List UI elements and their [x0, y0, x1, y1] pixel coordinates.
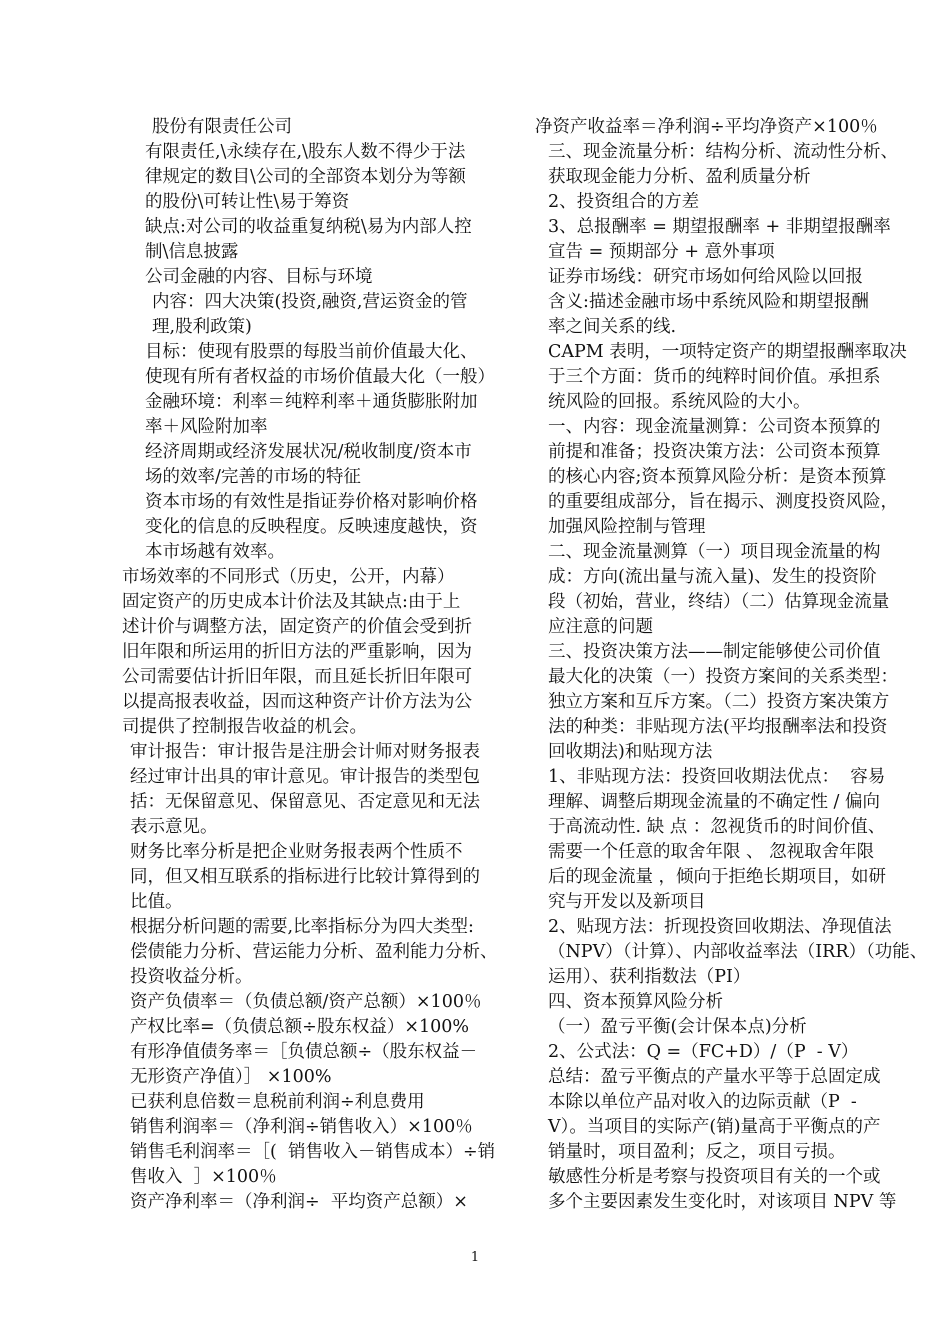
- right-line: 三、投资决策方法——制定能够使公司价值: [548, 642, 881, 662]
- right-line: 法的种类：非贴现方法(平均报酬率法和投资: [548, 717, 888, 737]
- left-line: 率＋风险附加率: [145, 417, 268, 437]
- left-line: 旧年限和所运用的折旧方法的严重影响，因为: [122, 642, 472, 662]
- left-line: 已获利息倍数＝息税前利润÷利息费用: [130, 1092, 425, 1112]
- left-line: 场的效率/完善的市场的特征: [145, 467, 361, 487]
- right-line: V）。当项目的实际产(销)量高于平衡点的产: [548, 1117, 881, 1137]
- left-line: 产权比率=（负债总额÷股东权益）×100%: [130, 1017, 470, 1037]
- left-line: 使现有所有者权益的市场价值最大化（一般）: [145, 367, 495, 387]
- right-line: 回收期法)和贴现方法: [548, 742, 713, 762]
- left-line: 偿债能力分析、营运能力分析、盈利能力分析、: [130, 942, 498, 962]
- left-line: 有限责任,\永续存在,\股东人数不得少于法: [145, 142, 466, 162]
- left-line: 公司金融的内容、目标与环境: [145, 267, 373, 287]
- right-line: 前提和准备；投资决策方法：公司资本预算: [548, 442, 881, 462]
- right-line: 证券市场线：研究市场如何给风险以回报: [548, 267, 863, 287]
- right-line: 2、投资组合的方差: [548, 192, 700, 212]
- left-line: 固定资产的历史成本计价法及其缺点:由于上: [122, 592, 461, 612]
- right-line: （NPV）（计算）、内部收益率法（IRR）（功能、: [548, 942, 928, 962]
- right-line: 二、现金流量测算（一）项目现金流量的构: [548, 542, 881, 562]
- right-line: 加强风险控制与管理: [548, 517, 706, 537]
- right-line: 宣告 = 预期部分 + 意外事项: [548, 242, 775, 262]
- right-line: 总结：盈亏平衡点的产量水平等于总固定成: [548, 1067, 881, 1087]
- page-number: 1: [470, 1250, 480, 1265]
- left-line: 根据分析问题的需要,比率指标分为四大类型:: [130, 917, 474, 937]
- right-line: 于三个方面：货币的纯粹时间价值。承担系: [548, 367, 881, 387]
- right-line: 销量时，项目盈利；反之，项目亏损。: [548, 1142, 846, 1162]
- right-line: 净资产收益率＝净利润÷平均净资产×100％: [535, 117, 878, 137]
- left-line: 制\信息披露: [145, 242, 239, 262]
- right-line: 三、现金流量分析：结构分析、流动性分析、: [548, 142, 898, 162]
- right-line: 最大化的决策（一）投资方案间的关系类型：: [548, 667, 898, 687]
- left-line: 股份有限责任公司: [152, 117, 292, 137]
- left-line: 缺点:对公司的收益重复纳税\易为内部人控: [145, 217, 472, 237]
- right-line: 的重要组成部分，旨在揭示、测度投资风险，: [548, 492, 898, 512]
- left-line: 律规定的数目\公司的全部资本划分为等额: [145, 167, 466, 187]
- left-line: 金融环境：利率＝纯粹利率＋通货膨胀附加: [145, 392, 478, 412]
- left-line: 经济周期或经济发展状况/税收制度/资本市: [145, 442, 472, 462]
- right-line: 获取现金能力分析、盈利质量分析: [548, 167, 811, 187]
- left-line: 有形净值债务率＝［负债总额÷（股东权益－: [130, 1042, 478, 1062]
- left-line: 资产净利率＝（净利润÷ 平均资产总额）×: [130, 1192, 468, 1212]
- left-line: 同，但又相互联系的指标进行比较计算得到的: [130, 867, 480, 887]
- right-line: 四、资本预算风险分析: [548, 992, 723, 1012]
- right-line: 究与开发以及新项目: [548, 892, 706, 912]
- right-line: 成：方向(流出量与流入量)、发生的投资阶: [548, 567, 877, 587]
- right-line: 需要一个任意的取舍年限 、 忽视取舍年限: [548, 842, 875, 862]
- left-line: 资本市场的有效性是指证券价格对影响价格: [145, 492, 478, 512]
- right-line: 本除以单位产品对收入的边际贡献（P -: [548, 1092, 857, 1112]
- left-line: 理,股利政策): [152, 317, 252, 337]
- left-line: 售收入 ］×100％: [130, 1167, 277, 1187]
- left-line: 销售毛利润率＝［( 销售收入－销售成本）÷销: [130, 1142, 496, 1162]
- right-line: 于高流动性. 缺 点 ：忽视货币的时间价值、: [548, 817, 886, 837]
- left-line: 述计价与调整方法，固定资产的价值会受到折: [122, 617, 472, 637]
- right-line: 后的现金流量 ，倾向于拒绝长期项目，如研: [548, 867, 887, 887]
- right-line: 独立方案和互斥方案。（二）投资方案决策方: [548, 692, 890, 712]
- left-line: 变化的信息的反映程度。反映速度越快，资: [145, 517, 478, 537]
- right-line: 运用）、获利指数法（PI）: [548, 967, 751, 987]
- right-line: 敏感性分析是考察与投资项目有关的一个或: [548, 1167, 881, 1187]
- left-line: 市场效率的不同形式（历史，公开，内幕）: [122, 567, 455, 587]
- right-line: CAPM 表明，一项特定资产的期望报酬率取决: [548, 342, 907, 362]
- left-line: 括：无保留意见、保留意见、否定意见和无法: [130, 792, 480, 812]
- right-line: 2、公式法：Q =（FC+D）/（P - V）: [548, 1042, 859, 1062]
- left-line: 司提供了控制报告收益的机会。: [122, 717, 367, 737]
- left-line: 财务比率分析是把企业财务报表两个性质不: [130, 842, 463, 862]
- right-line: 1、非贴现方法：投资回收期法优点： 容易: [548, 767, 886, 787]
- right-line: 多个主要因素发生变化时，对该项目 NPV 等: [548, 1192, 897, 1212]
- left-line: 无形资产净值）］ ×100%: [130, 1067, 332, 1087]
- left-line: 经过审计出具的审计意见。审计报告的类型包: [130, 767, 480, 787]
- right-line: 2、贴现方法：折现投资回收期法、净现值法: [548, 917, 892, 937]
- right-line: 理解、调整后期现金流量的不确定性 / 偏向: [548, 792, 881, 812]
- right-line: 3、总报酬率 = 期望报酬率 + 非期望报酬率: [548, 217, 891, 237]
- right-line: 率之间关系的线.: [548, 317, 677, 337]
- left-line: 目标：使现有股票的每股当前价值最大化、: [145, 342, 478, 362]
- right-line: 应注意的问题: [548, 617, 653, 637]
- left-line: 本市场越有效率。: [145, 542, 285, 562]
- right-line: 的核心内容;资本预算风险分析：是资本预算: [548, 467, 887, 487]
- left-line: 比值。: [130, 892, 183, 912]
- right-line: 一、内容：现金流量测算：公司资本预算的: [548, 417, 881, 437]
- left-line: 以提高报表收益，因而这种资产计价方法为公: [122, 692, 472, 712]
- left-line: 销售利润率＝（净利润÷销售收入）×100％: [130, 1117, 473, 1137]
- left-line: 投资收益分析。: [130, 967, 253, 987]
- left-line: 内容：四大决策(投资,融资,营运资金的管: [152, 292, 468, 312]
- left-line: 的股份\可转让性\易于筹资: [145, 192, 350, 212]
- left-line: 资产负债率＝（负债总额/资产总额）×100％: [130, 992, 482, 1012]
- left-line: 公司需要估计折旧年限，而且延长折旧年限可: [122, 667, 472, 687]
- left-line: 审计报告：审计报告是注册会计师对财务报表: [130, 742, 480, 762]
- right-line: 段（初始，营业，终结）（二）估算现金流量: [548, 592, 890, 612]
- right-line: （一）盈亏平衡(会计保本点)分析: [548, 1017, 807, 1037]
- right-line: 含义:描述金融市场中系统风险和期望报酬: [548, 292, 869, 312]
- left-line: 表示意见。: [130, 817, 218, 837]
- right-line: 统风险的回报。系统风险的大小。: [548, 392, 811, 412]
